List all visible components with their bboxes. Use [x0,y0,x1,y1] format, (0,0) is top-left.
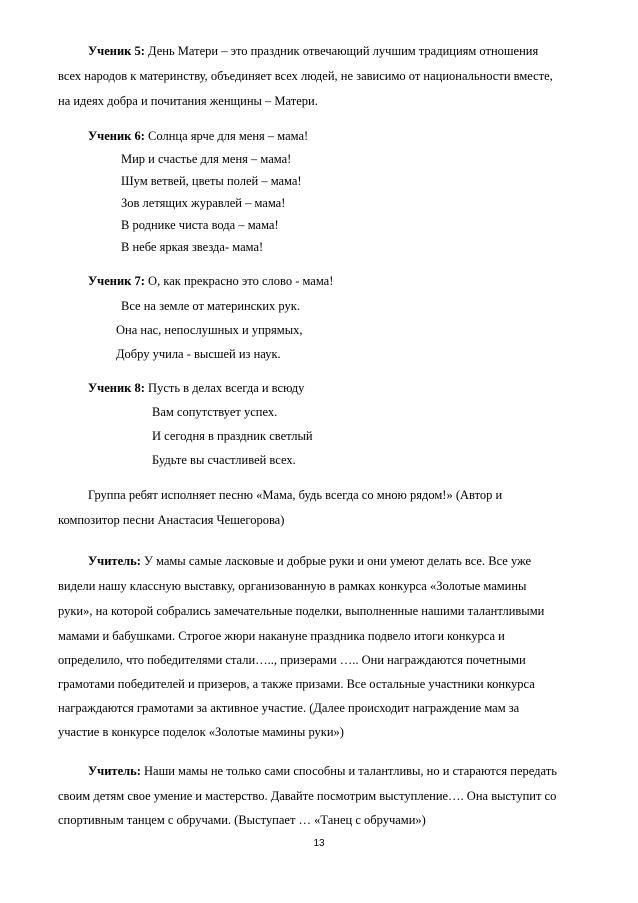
text-line [58,68,553,84]
text-line [88,43,538,59]
text-line [58,652,526,668]
line-text: Зов летящих журавлей – мама! [121,196,286,210]
text-line [88,487,502,503]
line-text: Добру учила - высшей из наук. [116,347,281,361]
text-line [88,128,308,144]
text-line [58,700,519,716]
text-line [152,452,296,468]
text-line [88,763,557,779]
text-line [121,217,279,233]
line-text: День Матери – это праздник отвечающий лучшим традициям отношения [144,44,539,58]
text-line [58,788,556,804]
text-line [152,428,313,444]
text-line [121,298,300,314]
speaker-label: Ученик 7: [88,274,145,288]
text-line [121,195,285,211]
speaker-label: Учитель: [88,764,141,778]
text-line [88,553,531,569]
text-line [121,239,263,255]
line-text: Она нас, непослушных и упрямых, [116,323,303,337]
line-text: своим детям свое умение и мастерство. Давайте посмотрим выступление…. Она выступит со [58,789,557,803]
page-number: 13 [313,838,325,849]
text-line [58,676,535,692]
line-text: участие в конкурсе поделок «Золотые мамины руки») [58,725,344,739]
line-text: Наши мамы не только сами способны и талантливы, но и стараются передать [140,764,557,778]
speaker-label: Учитель: [88,554,141,568]
text-line [58,628,505,644]
text-line [58,512,284,528]
line-text: Солнца ярче для меня – мама! [144,129,309,143]
line-text: руки», на которой собрались замечательные поделки, выполненные нашими талантливыми [58,604,545,618]
text-line [58,93,318,109]
line-text: награждаются грамотами за активное участие. (Далее происходит награждение мам за [58,701,520,715]
speaker-label: Ученик 6: [88,129,145,143]
line-text: О, как прекрасно это слово - мама! [144,274,334,288]
line-text: Мир и счастье для меня – мама! [121,152,292,166]
line-text: Группа ребят исполняет песню «Мама, будь всегда со мною рядом!» (Автор и [88,488,503,502]
line-text: У мамы самые ласковые и добрые руки и они умеют делать все. Все уже [140,554,532,568]
line-text: Все на земле от материнских рук. [121,299,300,313]
text-line [58,812,426,828]
line-text: Шум ветвей, цветы полей – мама! [121,174,302,188]
line-text: И сегодня в праздник светлый [152,429,313,443]
text-line [121,173,302,189]
speaker-label: Ученик 5: [88,44,145,58]
line-text: спортивным танцем с обручами. (Выступает … «Танец с обручами») [58,813,426,827]
speaker-label: Ученик 8: [88,381,145,395]
line-text: композитор песни Анастасия Чешегорова) [58,513,285,527]
text-line [88,380,304,396]
line-text: Будьте вы счастливей всех. [152,453,296,467]
line-text: определило, что победителями стали….., призерами ….. Они награждаются почетными [58,653,526,667]
line-text: Пусть в делах всегда и всюду [144,381,305,395]
text-line [116,346,281,362]
line-text: мамами и бабушками. Строгое жюри накануне праздника подвело итоги конкурса и [58,629,505,643]
line-text: В роднике чиста вода – мама! [121,218,279,232]
text-line [121,151,291,167]
line-text: всех народов к материнству, объединяет всех людей, не зависимо от национальности вместе, [58,69,553,83]
text-line [88,273,333,289]
line-text: Вам сопутствует успех. [152,405,278,419]
line-text: В небе яркая звезда- мама! [121,240,264,254]
text-line [152,404,277,420]
text-line [58,578,526,594]
text-line [116,322,302,338]
line-text: грамотами победителей и призеров, а также призами. Все остальные участники конкурса [58,677,535,691]
line-text: видели нашу классную выставку, организованную в рамках конкурса «Золотые мамины [58,579,527,593]
line-text: на идеях добра и почитания женщины – Матери. [58,94,318,108]
text-line [58,724,344,740]
text-line [58,603,544,619]
